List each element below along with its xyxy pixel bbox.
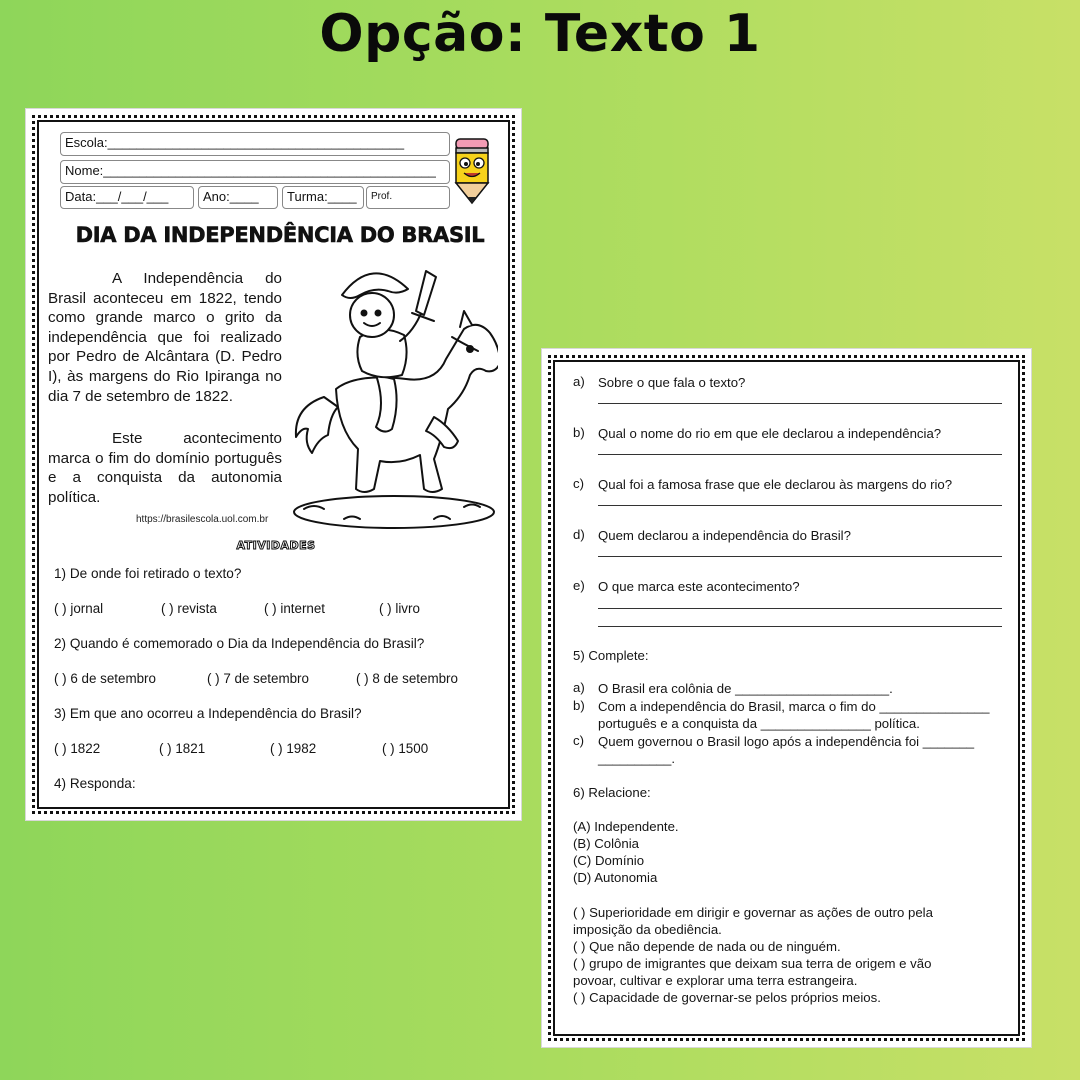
q6-term: (A) Independente. [573, 819, 679, 834]
q4-item-letter: d) [573, 527, 585, 542]
q1-option-revista[interactable]: ( ) revista [161, 601, 217, 616]
q2-option-7[interactable]: ( ) 7 de setembro [207, 671, 309, 686]
intro-paragraph [48, 269, 282, 406]
date-field[interactable]: Data:___/___/___ [60, 186, 194, 209]
question-4: 4) Responda: [54, 776, 136, 791]
q5-item-c-line2: __________. [598, 751, 676, 766]
second-paragraph-text: Este acontecimento marca o fim do domínio português e a conquista da autonomia política. [48, 430, 282, 506]
source-url: https://brasilescola.uol.com.br [136, 514, 269, 525]
q3-option-1500[interactable]: ( ) 1500 [382, 741, 429, 756]
banner-title: Opção: Texto 1 [319, 4, 761, 64]
worksheet-page-2 [541, 348, 1032, 1048]
q5-item-c-line1: Quem governou o Brasil logo após a independência foi _______ [598, 734, 975, 749]
class-field[interactable]: Turma:____ [282, 186, 364, 209]
teacher-field[interactable]: Prof. [366, 186, 450, 209]
q6-statement[interactable]: ( ) Capacidade de governar-se pelos próprios meios. [573, 990, 881, 1005]
q6-statement[interactable]: ( ) Que não depende de nada ou de ninguém. [573, 939, 841, 954]
q5-letter-a: a) [573, 680, 585, 695]
q3-option-1982[interactable]: ( ) 1982 [270, 741, 317, 756]
q2-option-6[interactable]: ( ) 6 de setembro [54, 671, 156, 686]
q5-item-b-line2: português e a conquista da _______________ política. [598, 716, 920, 731]
answer-line[interactable] [598, 556, 1002, 557]
q4-item-letter: e) [573, 578, 585, 593]
q1-option-jornal[interactable]: ( ) jornal [54, 601, 104, 616]
q6-statement[interactable]: ( ) Superioridade em dirigir e governar as ações de outro pela [573, 905, 933, 920]
year-field[interactable]: Ano:____ [198, 186, 278, 209]
q5-item-a: O Brasil era colônia de _____________________. [598, 681, 893, 696]
intro-paragraph-text: A Independência do Brasil aconteceu em 1822, tendo como grande marco o grito da independência que foi realizado por Pedro de Alcântara (D. Pedro I), às margens do Rio Ipiranga no dia 7 de setembro de 1822. [48, 270, 282, 405]
name-field[interactable]: Nome:______________________________________________ [60, 160, 450, 184]
q6-statement-cont: imposição da obediência. [573, 922, 722, 937]
q5-letter-b: b) [573, 698, 585, 713]
q4-item-text: Qual foi a famosa frase que ele declarou às margens do rio? [598, 477, 953, 492]
answer-line[interactable] [598, 608, 1002, 609]
answer-line[interactable] [598, 505, 1002, 506]
q4-item-text: Qual o nome do rio em que ele declarou a independência? [598, 426, 942, 441]
q3-option-1822[interactable]: ( ) 1822 [54, 741, 101, 756]
question-1: 1) De onde foi retirado o texto? [54, 566, 242, 581]
q4-item-letter: a) [573, 374, 585, 389]
q5-item-b-line1: Com a independência do Brasil, marca o fim do _______________ [598, 699, 990, 714]
q1-option-internet[interactable]: ( ) internet [264, 601, 326, 616]
school-field[interactable]: Escola:_________________________________________ [60, 132, 450, 156]
q6-term: (C) Domínio [573, 853, 645, 868]
q5-letter-c: c) [573, 733, 584, 748]
activities-label: ATIVIDADES [236, 539, 316, 552]
answer-line[interactable] [598, 626, 1002, 627]
q4-item-text: O que marca este acontecimento? [598, 579, 800, 594]
dom-pedro-horse-illustration [284, 257, 498, 537]
q6-term: (D) Autonomia [573, 870, 658, 885]
q6-statement[interactable]: ( ) grupo de imigrantes que deixam sua terra de origem e vão [573, 956, 932, 971]
question-2: 2) Quando é comemorado o Dia da Independência do Brasil? [54, 636, 425, 651]
question-3: 3) Em que ano ocorreu a Independência do Brasil? [54, 706, 362, 721]
q6-term: (B) Colônia [573, 836, 639, 851]
answer-line[interactable] [598, 403, 1002, 404]
answer-line[interactable] [598, 454, 1002, 455]
q4-item-letter: b) [573, 425, 585, 440]
pencil-mascot-icon [450, 135, 494, 207]
q1-option-livro[interactable]: ( ) livro [379, 601, 420, 616]
q4-item-letter: c) [573, 476, 584, 491]
page-title: DIA DA INDEPENDÊNCIA DO BRASIL [75, 223, 485, 247]
second-paragraph [48, 429, 282, 507]
q6-statement-cont: povoar, cultivar e explorar uma terra estrangeira. [573, 973, 858, 988]
q2-option-8[interactable]: ( ) 8 de setembro [356, 671, 458, 686]
worksheet-page-1 [25, 108, 522, 821]
question-5-title: 5) Complete: [573, 648, 649, 663]
q4-item-text: Quem declarou a independência do Brasil? [598, 528, 851, 543]
q3-option-1821[interactable]: ( ) 1821 [159, 741, 206, 756]
q4-item-text: Sobre o que fala o texto? [598, 375, 746, 390]
question-6-title: 6) Relacione: [573, 785, 651, 800]
